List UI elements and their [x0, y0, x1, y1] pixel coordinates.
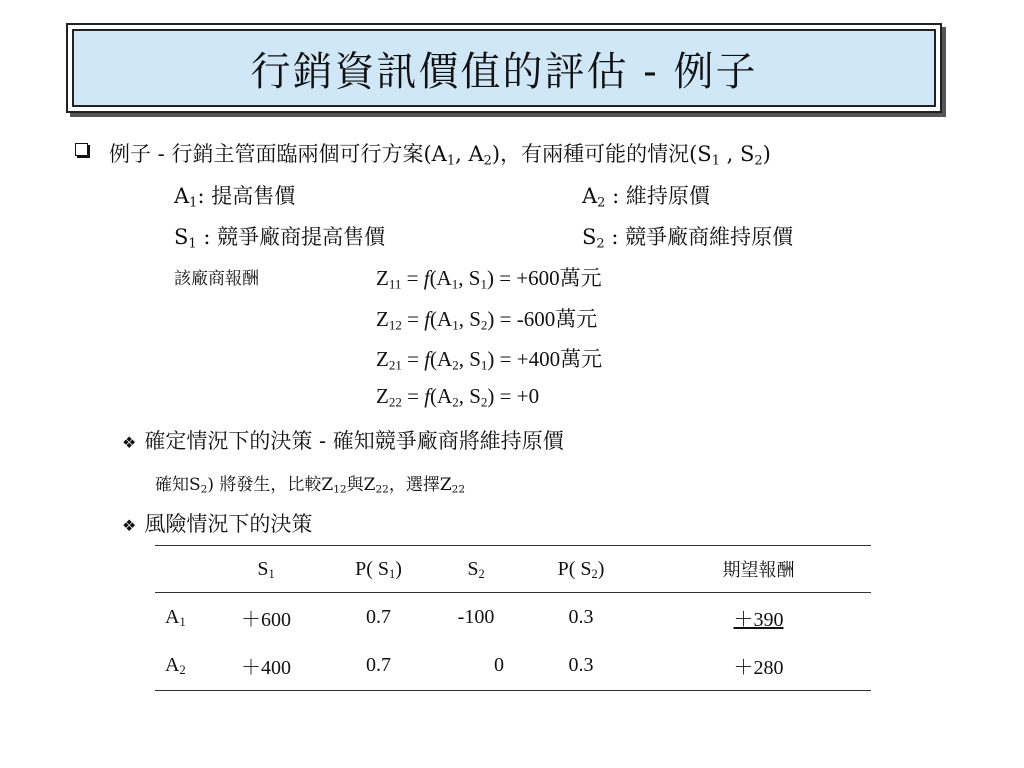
header-expected-payoff: 期望報酬: [722, 560, 795, 581]
cell-s2: 0: [494, 654, 504, 677]
header-p-s2: P( $S_2$): [557, 557, 605, 581]
def-s1: $S_1$ : 競爭廠商提高售價: [174, 225, 386, 252]
cell-expected-payoff: ＋280: [733, 657, 784, 680]
page-title: 行銷資訊價值的評估 - 例子: [72, 29, 936, 107]
header-s1: $S_1$: [257, 557, 275, 581]
cell-s1: ＋400: [241, 657, 291, 680]
cell-expected-payoff-best: ＋390: [733, 608, 784, 631]
table-header-row: [155, 546, 871, 593]
payoff-line: $Z_{12} = f(A_1$, $S_2) = -600$萬元: [376, 307, 598, 333]
risk-decision-table: [155, 545, 871, 691]
certainty-note: 確知$S_2$) 將發生，比較$Z_{12}$與$Z_{22}$，選擇$Z_{22}$: [155, 475, 466, 496]
intro-line: 例子 - 行銷主管面臨兩個可行方案($A_1$, $A_2$)，有兩種可能的情況($S_1$ , $S_2$): [109, 142, 771, 169]
risk-heading: ❖ 風險情況下的決策: [122, 512, 313, 536]
def-a2: $A_2$ : 維持原價: [582, 184, 710, 211]
cell-p-s2: 0.3: [568, 605, 594, 628]
payoff-line: $Z_{21} = f(A_2$, $S_1) = +400$萬元: [376, 347, 603, 373]
header-empty: [155, 546, 211, 593]
cell-p-s1: 0.7: [366, 654, 391, 677]
table-row: [155, 642, 871, 691]
table-row: [155, 593, 871, 642]
cell-s1: ＋600: [241, 608, 291, 631]
header-p-s1: P( $S_1$): [355, 557, 402, 581]
cell-p-s1: 0.7: [366, 605, 391, 628]
diamond-bullet-icon: ❖: [122, 433, 137, 452]
diamond-bullet-icon: ❖: [122, 516, 137, 535]
cell-s2: -100: [457, 605, 495, 628]
row-label: $A_1$: [165, 605, 186, 629]
def-s2: $S_2$ : 競爭廠商維持原價: [582, 225, 794, 252]
cell-p-s2: 0.3: [568, 654, 594, 677]
payoff-line: $Z_{22} = f(A_2$, $S_2) = +0$: [376, 384, 540, 410]
payoff-label: 該廠商報酬: [174, 269, 259, 289]
header-s2: $S_2$: [467, 557, 485, 581]
def-a1: $A_1$: 提高售價: [174, 184, 296, 211]
certainty-heading: ❖ 確定情況下的決策 - 確知競爭廠商將維持原價: [122, 429, 564, 453]
row-label: $A_2$: [165, 654, 186, 678]
title-banner: [66, 23, 942, 113]
square-bullet-icon: [75, 143, 88, 156]
payoff-line: $Z_{11} = f(A_1$, $S_1) = +600$萬元: [376, 266, 602, 292]
